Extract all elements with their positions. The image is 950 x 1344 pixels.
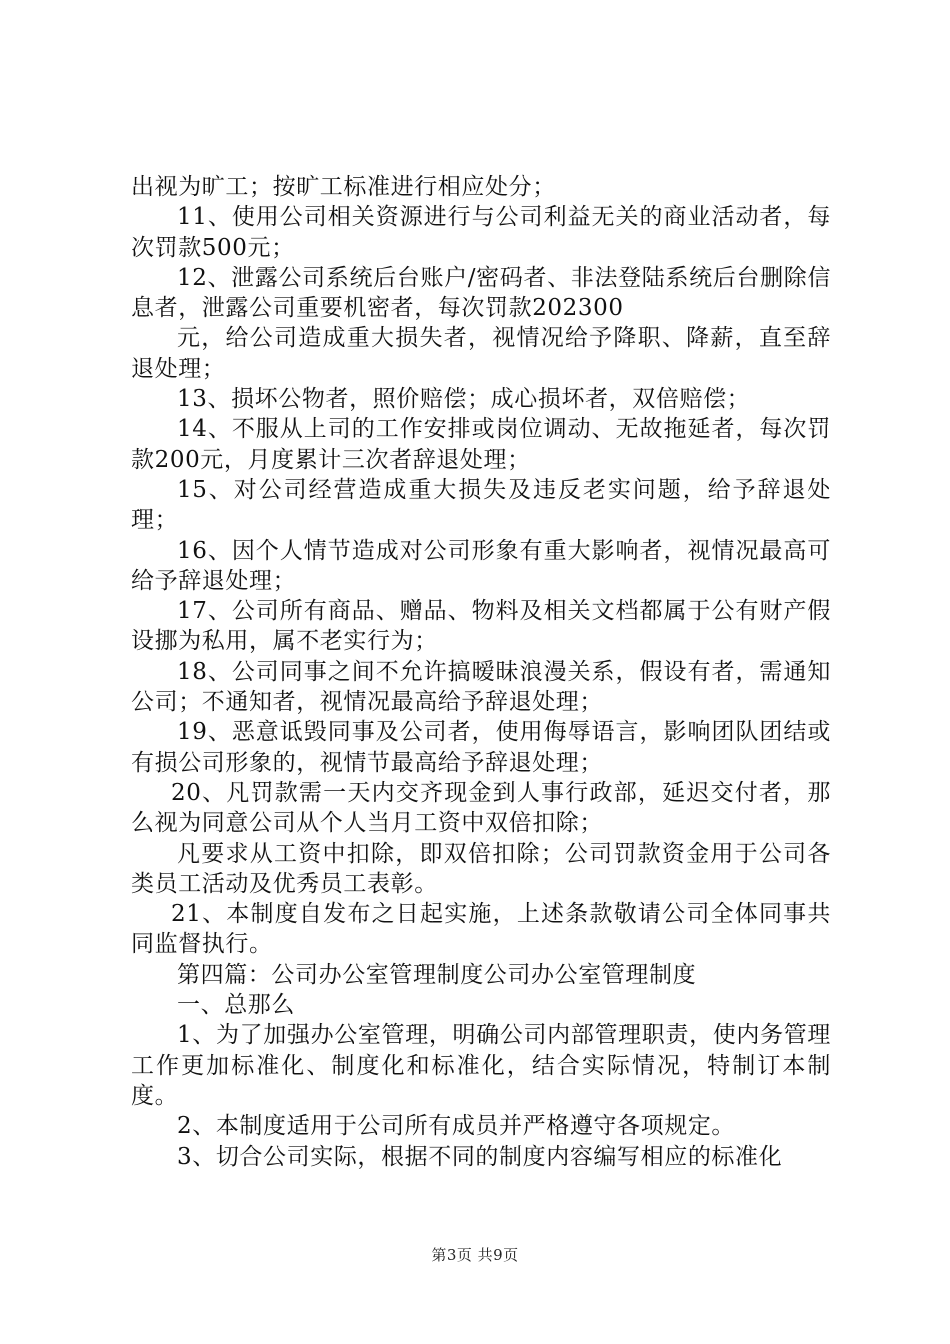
paragraph-general-1: 1、为了加强办公室管理，明确公司内部管理职责，使内务管理工作更加标准化、制度化和标准化，结合实际情况，特制订本制度。 xyxy=(131,1022,831,1109)
paragraph-item-19: 19、恶意诋毁同事及公司者，使用侮辱语言，影响团队团结或有损公司形象的，视情节最高给予辞退处理； xyxy=(131,719,831,776)
section-heading: 第四篇：公司办公室管理制度公司办公室管理制度 xyxy=(177,961,697,988)
paragraph-item-12: 12、泄露公司系统后台账户/密码者、非法登陆系统后台删除信息者，泄露公司重要机密者，每次罚款202300 xyxy=(131,264,831,322)
page-number-footer: 第3页 共9页 xyxy=(431,1246,519,1264)
paragraph-continuation: 出视为旷工；按旷工标准进行相应处分； xyxy=(131,174,556,200)
paragraph-item-20: 20、凡罚款需一天内交齐现金到人事行政部，延迟交付者，那么视为同意公司从个人当月工资中双倍扣除； xyxy=(131,779,831,837)
paragraph-item-14: 14、不服从上司的工作安排或岗位调动、无故拖延者，每次罚款200元，月度累计三次者辞退处理； xyxy=(131,416,831,473)
paragraph-item-17: 17、公司所有商品、赠品、物料及相关文档都属于公有财产假设挪为私用，属不老实行为； xyxy=(131,598,831,655)
paragraph-item-15: 15、对公司经营造成重大损失及违反老实问题，给予辞退处理； xyxy=(131,476,831,534)
paragraph-item-11: 11、使用公司相关资源进行与公司利益无关的商业活动者，每次罚款500元； xyxy=(131,204,831,261)
paragraph-general-3: 3、切合公司实际，根据不同的制度内容编写相应的标准化 xyxy=(177,1143,783,1170)
document-body xyxy=(131,172,831,1172)
paragraph-general-2: 2、本制度适用于公司所有成员并严格遵守各项规定。 xyxy=(177,1113,736,1140)
paragraph-item-18: 18、公司同事之间不允许搞暧昧浪漫关系，假设有者，需通知公司；不通知者，视情况最高给予辞退处理； xyxy=(131,658,831,716)
paragraph-item-13: 13、损坏公物者，照价赔偿；成心损坏者，双倍赔偿； xyxy=(177,386,751,413)
subsection-heading: 一、总那么 xyxy=(177,992,295,1019)
paragraph-deduction-note: 凡要求从工资中扣除，即双倍扣除；公司罚款资金用于公司各类员工活动及优秀员工表彰。 xyxy=(131,840,831,897)
paragraph-item-16: 16、因个人情节造成对公司形象有重大影响者，视情况最高可给予辞退处理； xyxy=(131,537,831,594)
paragraph-item-12-continued: 元，给公司造成重大损失者，视情况给予降职、降薪，直至辞退处理； xyxy=(131,325,831,382)
paragraph-item-21: 21、本制度自发布之日起实施，上述条款敬请公司全体同事共同监督执行。 xyxy=(131,901,831,958)
